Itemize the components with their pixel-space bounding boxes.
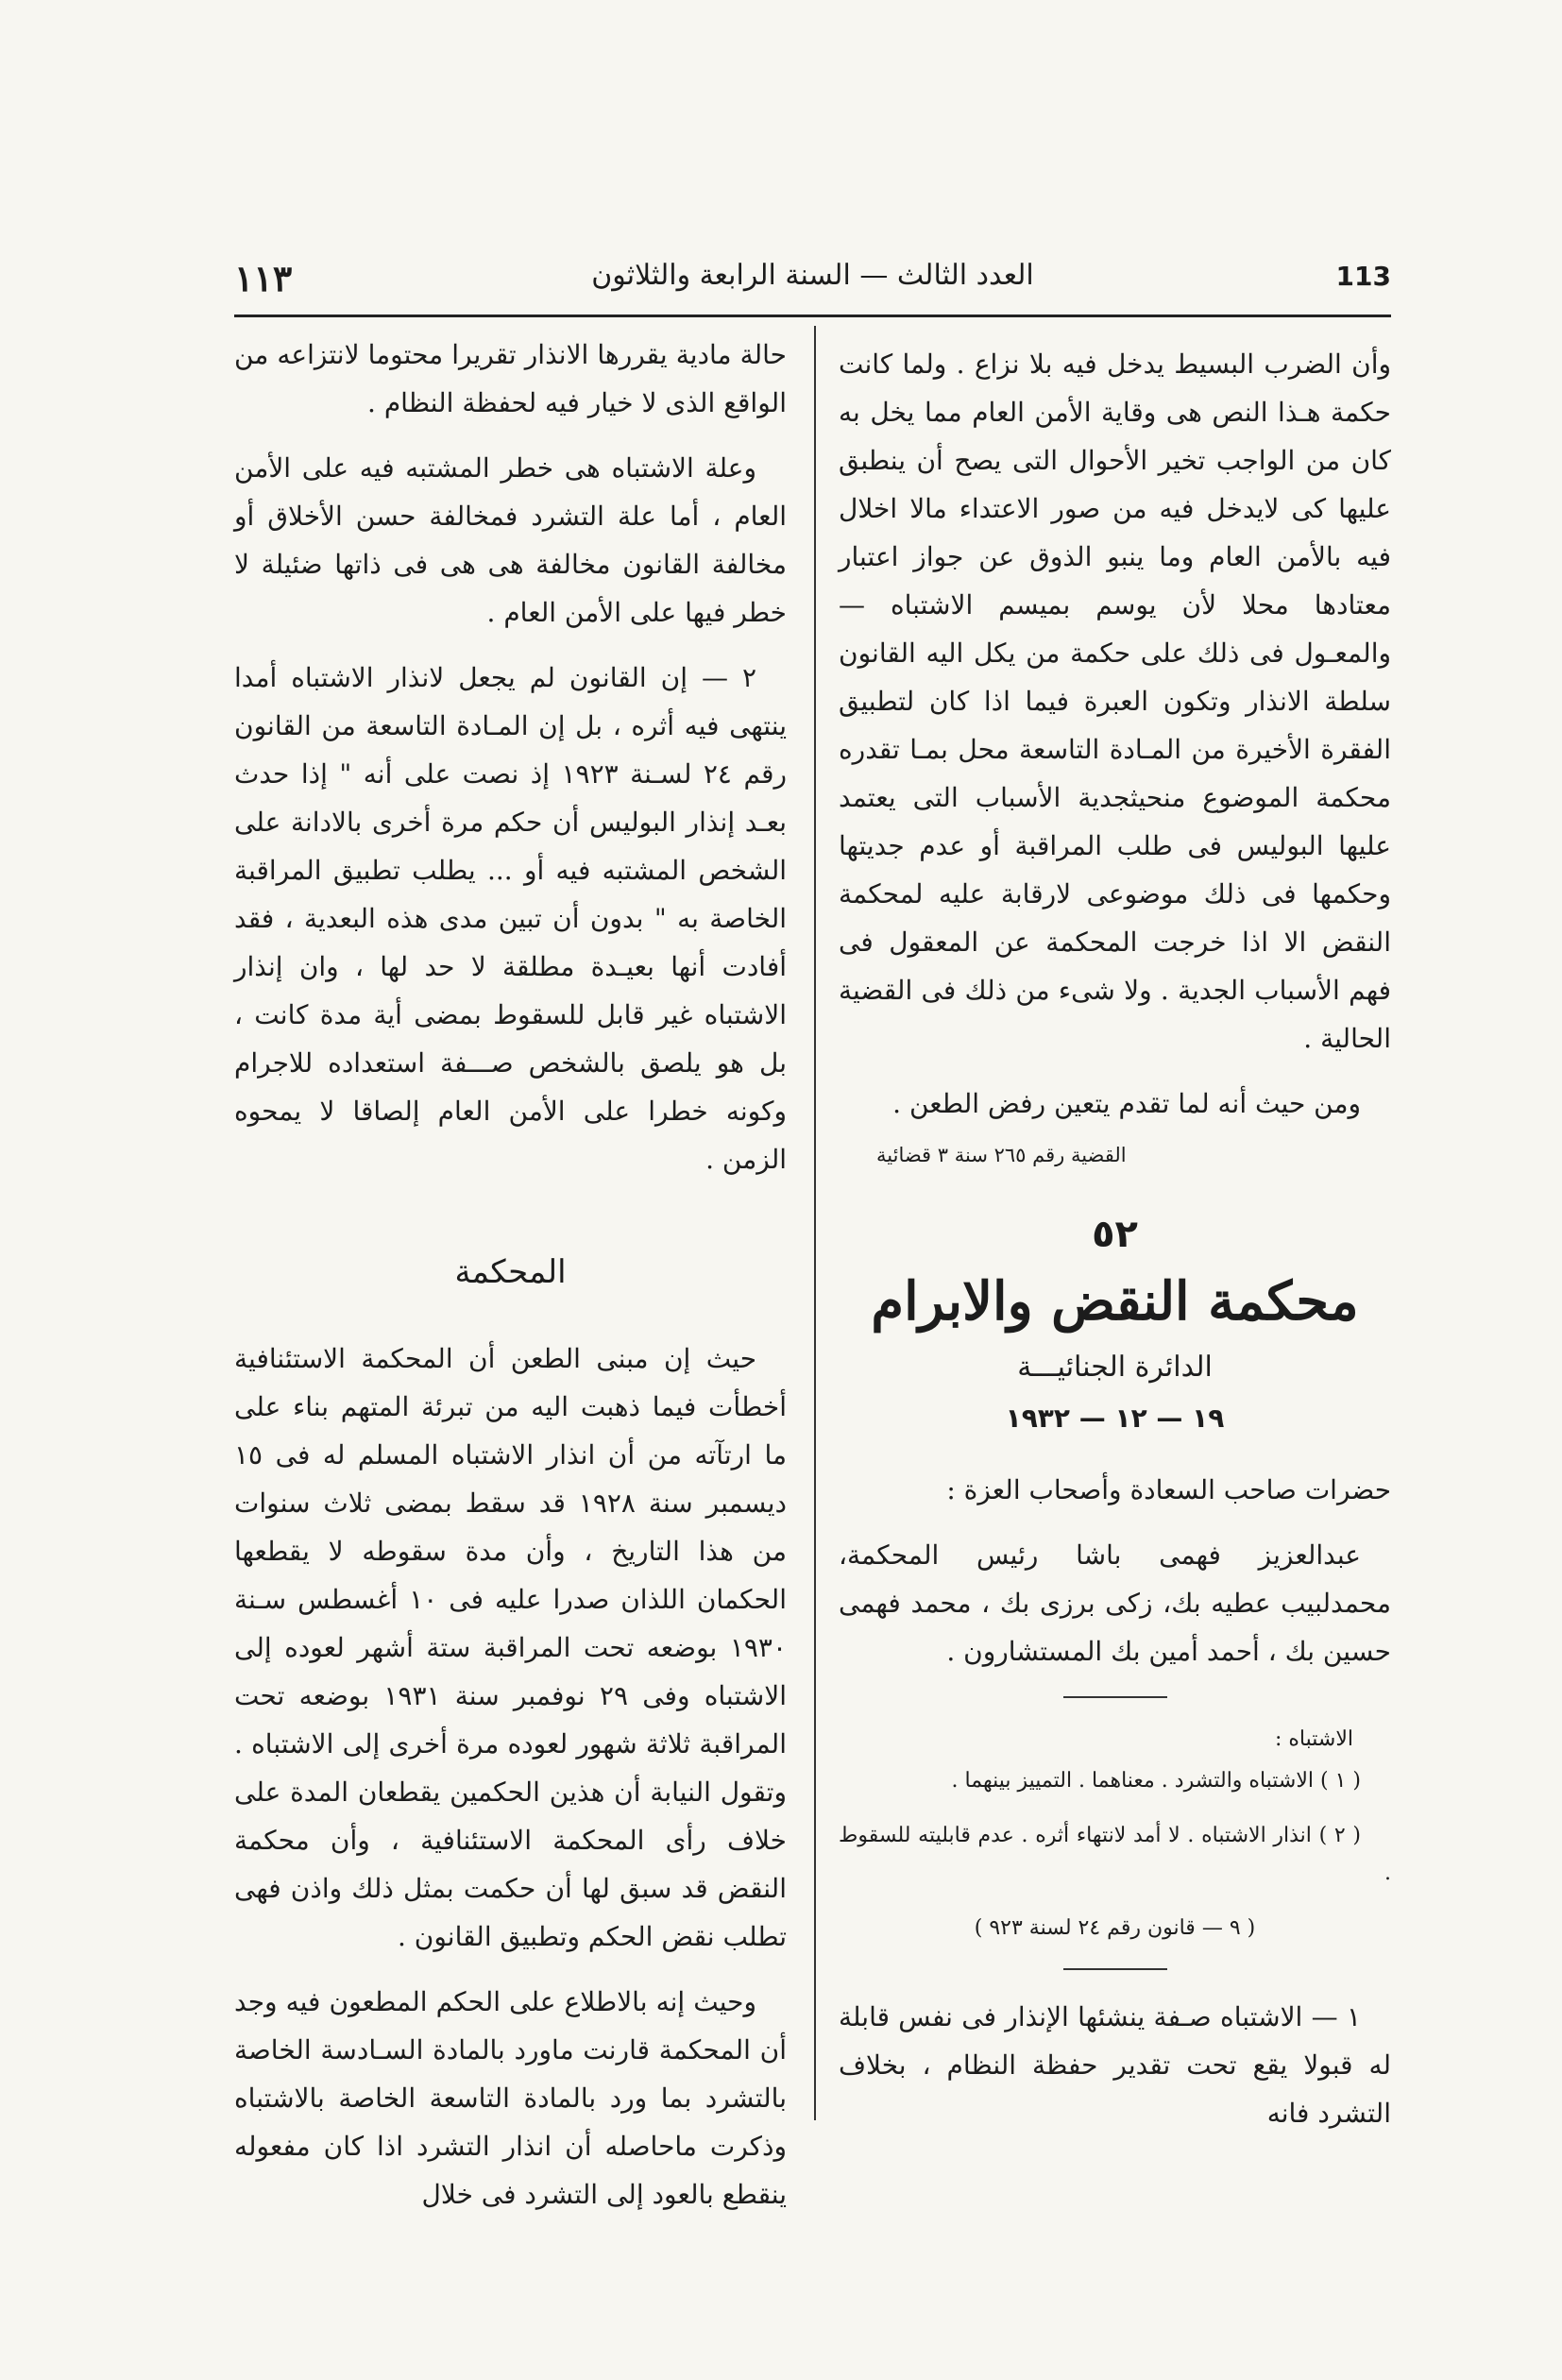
header-rule — [234, 314, 1391, 317]
right-paragraph-3: ١ — الاشتباه صـفة ينشئها الإنذار فى نفس قابلة له قبولا يقع تحت تقدير حفظة النظام ، بخلاف التشرد فانه — [839, 2001, 1391, 2129]
principle-2: ( ٢ ) انذار الاشتباه . لا أمد لانتهاء أثره . عدم قابليته للسقوط . — [839, 1824, 1391, 1885]
presence-line: حضرات صاحب السعادة وأصحاب العزة : — [946, 1474, 1391, 1505]
right-column — [839, 340, 1391, 2154]
page-header — [234, 257, 1391, 306]
column-divider — [814, 326, 816, 2120]
case-number: ٥٢ — [1092, 1213, 1138, 1256]
left-column — [234, 331, 787, 2236]
section-rule — [1063, 1968, 1167, 1970]
page-number-latin: 113 — [1335, 261, 1391, 292]
judges-list: عبدالعزيز فهمى باشا رئيس المحكمة، محمدلبيب عطيه بك، زكى برزى بك ، محمد فهمى حسين بك ، أحمد أمين بك المستشارون . — [839, 1539, 1391, 1667]
issue-title: العدد الثالث — السنة الرابعة والثلاثون — [591, 259, 1034, 292]
principles-label: الاشتباه : — [1274, 1727, 1353, 1751]
left-paragraph-4: حيث إن مبنى الطعن أن المحكمة الاستئنافية أخطأت فيما ذهبت اليه من تبرئة المتهم بناء على ما ارتآته من أن انذار الاشتباه المسلم له فى ١٥ ديسمبر سنة ١٩٢٨ قد سقط بمضى ثلاث سنوات من هذا التاريخ ، وأن مدة سقوطه لا يقطعها الحكمان اللذان صدرا عليه فى ١٠ أغسطس سـنة ١٩٣٠ بوضعه تحت المراقبة ستة أشهر لعوده إلى الاشتباه وفى ٢٩ نوفمبر سنة ١٩٣١ بوضعه تحت المراقبة ثلاثة شهور لعوده مرة أخرى إلى الاشتباه . وتقول النيابة أن هذين الحكمين يقطعان المدة على خلاف رأى المحكمة الاستئنافية ، وأن محكمة النقض قد سبق لها أن حكمت بمثل ذلك واذن فهى تطلب نقض الحكم وتطبيق القانون . — [234, 1343, 788, 1952]
section-rule — [1063, 1696, 1167, 1698]
case-reference: القضية رقم ٢٦٥ سنة ٣ قضائية — [876, 1144, 1127, 1166]
section-heading: المحكمة — [454, 1253, 567, 1291]
court-name: محكمة النقض والابرام — [871, 1270, 1359, 1333]
left-paragraph-1: حالة مادية يقررها الانذار تقريرا محتوما لانتزاعه من الواقع الذى لا خيار فيه لحفظة النظام . — [234, 339, 787, 418]
left-paragraph-2: وعلة الاشتباه هى خطر المشتبه فيه على الأمن العام ، أما علة التشرد فمخالفة حسن الأخلاق أو مخالفة القانون مخالفة هى هى فى ذاتها ضئيلة لا خطر فيها على الأمن العام . — [234, 452, 787, 628]
principle-1: ( ١ ) الاشتباه والتشرد . معناهما . التمييز بينهما . — [951, 1769, 1361, 1793]
page-number-arabic: ١١٣ — [234, 257, 293, 299]
principle-2-reference: ( ٩ — قانون رقم ٢٤ لسنة ٩٢٣ ) — [974, 1916, 1256, 1940]
right-paragraph-1: وأن الضرب البسيط يدخل فيه بلا نزاع . ولما كانت حكمة هـذا النص هى وقاية الأمن العام مما يخل به كان من الواجب تخير الأحوال التى يصح أن ينطبق عليها كى لايدخل فيه من صور الاعتداء مالا اخلال فيه بالأمن العام وما ينبو الذوق عن جواز اعتبار معتادها محلا لأن يوسم بميسم الاشتباه — والمعـول فى ذلك على حكمة من يكل اليه القانون سلطة الانذار وتكون العبرة فيما اذا كان لتطبيق الفقرة الأخيرة من المـادة التاسعة محل بمـا تقدره محكمة الموضوع منحيثجدية الأسباب التى يعتمد عليها البوليس فى طلب المراقبة أو عدم جديتها وحكمها فى ذلك موضوعى لارقابة عليه لمحكمة النقض الا اذا خرجت المحكمة عن المعقول فى فهم الأسباب الجدية . ولا شىء من ذلك فى القضية الحالية . — [839, 348, 1392, 1054]
right-paragraph-2: ومن حيث أنه لما تقدم يتعين رفض الطعن . — [892, 1088, 1361, 1119]
left-paragraph-3: ٢ — إن القانون لم يجعل لانذار الاشتباه أمدا ينتهى فيه أثره ، بل إن المـادة التاسعة من القانون رقم ٢٤ لسـنة ١٩٢٣ إذ نصت على أنه " إذا حدث بعـد إنذار البوليس أن حكم مرة أخرى بالادانة على الشخص المشتبه فيه أو ... يطلب تطبيق المراقبة الخاصة به " بدون أن تبين مدى هذه البعدية ، فقد أفادت أنها بعيـدة مطلقة لا حد لها ، وان إنذار الاشتباه غير قابل للسقوط بمضى أية مدة كانت ، بل هو يلصق بالشخص صـــفة استعداده للاجرام وكونه خطرا على الأمن العام إلصاقا لا يمحوه الزمن . — [234, 662, 788, 1175]
left-paragraph-5: وحيث إنه بالاطلاع على الحكم المطعون فيه وجد أن المحكمة قارنت ماورد بالمادة السـادسة الخاصة بالتشرد بما ورد بالمادة التاسعة الخاصة بالاشتباه وذكرت ماحاصله أن انذار التشرد اذا كان مفعوله ينقطع بالعود إلى التشرد فى خلال — [234, 1986, 787, 2210]
case-date: ١٩ — ١٢ — ١٩٣٢ — [1005, 1402, 1225, 1434]
court-circuit: الدائرة الجنائيـــة — [1017, 1351, 1213, 1384]
